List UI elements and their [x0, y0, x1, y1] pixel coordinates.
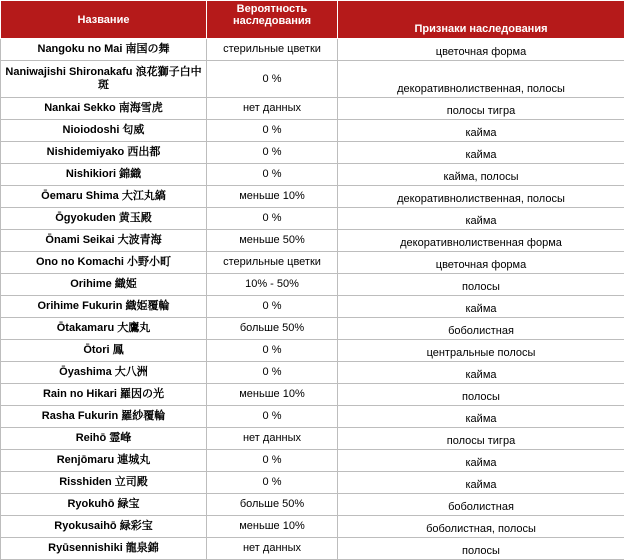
signs-cell: полосы тигра — [338, 98, 624, 120]
table-row — [1, 362, 624, 384]
signs-cell: полосы — [338, 384, 624, 406]
table-row — [1, 450, 624, 472]
signs-cell: полосы тигра — [338, 428, 624, 450]
cultivar-name-cell: Nangoku no Mai 南国の舞 — [1, 39, 207, 61]
signs-cell: декоративнолиственная форма — [338, 230, 624, 252]
probability-cell: меньше 10% — [207, 186, 338, 208]
signs-cell: кайма — [338, 296, 624, 318]
signs-cell: кайма — [338, 142, 624, 164]
probability-cell: 10% - 50% — [207, 274, 338, 296]
signs-cell: кайма — [338, 406, 624, 428]
cultivar-name-cell: Ōtakamaru 大鷹丸 — [1, 318, 207, 340]
signs-cell: полосы — [338, 538, 624, 560]
probability-cell: 0 % — [207, 340, 338, 362]
probability-cell: 0 % — [207, 362, 338, 384]
cultivar-name-cell: Rain no Hikari 羅因の光 — [1, 384, 207, 406]
probability-cell: нет данных — [207, 538, 338, 560]
cultivar-name-cell: Ryokuhō 緑宝 — [1, 494, 207, 516]
table-row — [1, 39, 624, 61]
probability-cell: 0 % — [207, 208, 338, 230]
signs-cell: центральные полосы — [338, 340, 624, 362]
signs-cell: цветочная форма — [338, 252, 624, 274]
table-row — [1, 142, 624, 164]
cultivar-name-cell: Ryūsennishiki 龍泉錦 — [1, 538, 207, 560]
cultivar-name-cell: Ōyashima 大八洲 — [1, 362, 207, 384]
table-row — [1, 230, 624, 252]
probability-cell: больше 50% — [207, 494, 338, 516]
signs-cell: цветочная форма — [338, 39, 624, 61]
cultivar-name-cell: Ōgyokuden 黄玉殿 — [1, 208, 207, 230]
cultivar-name-cell: Ōemaru Shima 大江丸縞 — [1, 186, 207, 208]
probability-cell: стерильные цветки — [207, 39, 338, 61]
probability-cell: меньше 10% — [207, 516, 338, 538]
signs-cell: кайма — [338, 362, 624, 384]
cultivar-name-cell: Nankai Sekko 南海雪虎 — [1, 98, 207, 120]
cultivar-name-cell: Nioiodoshi 匂威 — [1, 120, 207, 142]
table-row — [1, 208, 624, 230]
table-row — [1, 186, 624, 208]
cultivar-name-cell: Orihime 織姫 — [1, 274, 207, 296]
header-signs: Признаки наследования — [338, 1, 624, 39]
cultivar-name-cell: Renjōmaru 連城丸 — [1, 450, 207, 472]
probability-cell: 0 % — [207, 142, 338, 164]
table-header-row — [1, 1, 624, 39]
probability-cell: меньше 10% — [207, 384, 338, 406]
probability-cell: 0 % — [207, 164, 338, 186]
signs-cell: кайма, полосы — [338, 164, 624, 186]
cultivar-name-cell: Nishidemiyako 西出都 — [1, 142, 207, 164]
table-row — [1, 61, 624, 98]
table-row — [1, 428, 624, 450]
cultivar-name-cell: Ōtori 鳳 — [1, 340, 207, 362]
signs-cell: боболистная, полосы — [338, 516, 624, 538]
table-row — [1, 98, 624, 120]
signs-cell: полосы — [338, 274, 624, 296]
signs-cell: боболистная — [338, 318, 624, 340]
table-row — [1, 252, 624, 274]
cultivar-name-cell: Naniwajishi Shironakafu 浪花獅子白中斑 — [1, 61, 207, 98]
table-row — [1, 274, 624, 296]
probability-cell: больше 50% — [207, 318, 338, 340]
signs-cell: кайма — [338, 120, 624, 142]
signs-cell: боболистная — [338, 494, 624, 516]
table-row — [1, 296, 624, 318]
header-name: Название — [1, 1, 207, 39]
probability-cell: стерильные цветки — [207, 252, 338, 274]
signs-cell: декоративнолиственная, полосы — [338, 61, 624, 98]
probability-cell: 0 % — [207, 61, 338, 98]
cultivar-name-cell: Nishikiori 錦織 — [1, 164, 207, 186]
probability-cell: меньше 50% — [207, 230, 338, 252]
table-row — [1, 340, 624, 362]
table-row — [1, 516, 624, 538]
table-row — [1, 472, 624, 494]
cultivar-name-cell: Orihime Fukurin 織姫覆輪 — [1, 296, 207, 318]
cultivar-name-cell: Risshiden 立司殿 — [1, 472, 207, 494]
signs-cell: декоративнолиственная, полосы — [338, 186, 624, 208]
table-row — [1, 384, 624, 406]
probability-cell: 0 % — [207, 296, 338, 318]
probability-cell: нет данных — [207, 428, 338, 450]
table-row — [1, 406, 624, 428]
probability-cell: 0 % — [207, 406, 338, 428]
probability-cell: 0 % — [207, 120, 338, 142]
probability-cell: нет данных — [207, 98, 338, 120]
cultivar-name-cell: Ono no Komachi 小野小町 — [1, 252, 207, 274]
table-row — [1, 164, 624, 186]
table-row — [1, 318, 624, 340]
signs-cell: кайма — [338, 450, 624, 472]
cultivar-name-cell: Rasha Fukurin 羅紗覆輪 — [1, 406, 207, 428]
table-row — [1, 538, 624, 560]
cultivar-name-cell: Ryokusaihō 緑彩宝 — [1, 516, 207, 538]
signs-cell: кайма — [338, 472, 624, 494]
cultivar-name-cell: Reihō 霊峰 — [1, 428, 207, 450]
cultivar-name-cell: Ōnami Seikai 大波青海 — [1, 230, 207, 252]
probability-cell: 0 % — [207, 472, 338, 494]
signs-cell: кайма — [338, 208, 624, 230]
probability-cell: 0 % — [207, 450, 338, 472]
table-row — [1, 120, 624, 142]
table-row — [1, 494, 624, 516]
header-probability: Вероятность наследования — [207, 1, 338, 39]
